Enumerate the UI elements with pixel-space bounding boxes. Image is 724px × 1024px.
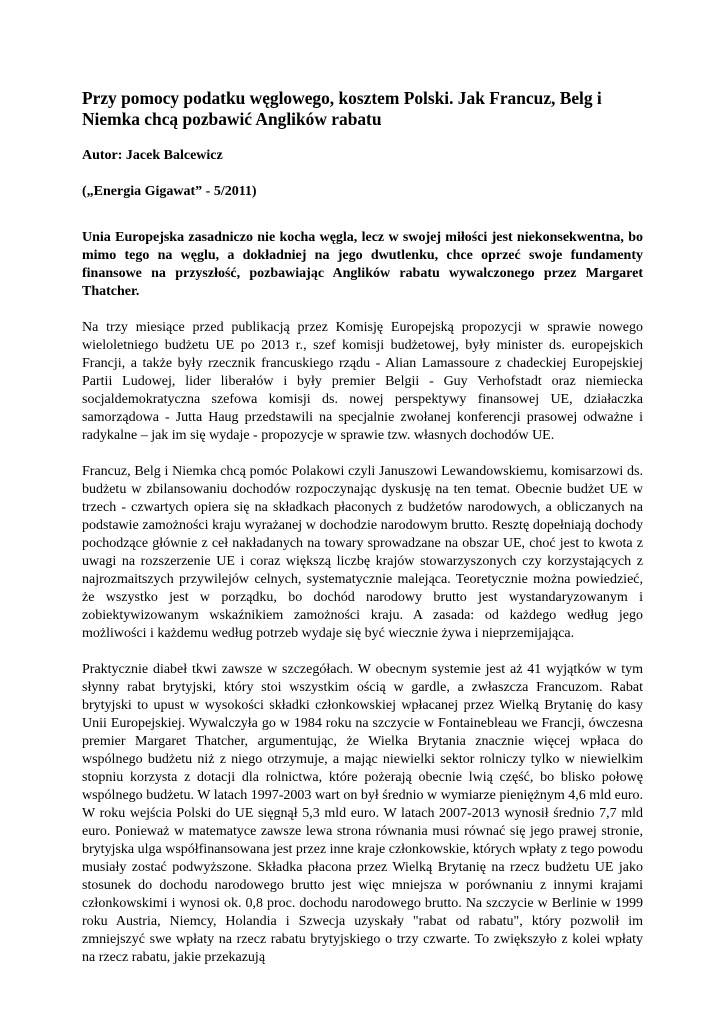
body-paragraph-1: Na trzy miesiące przed publikacją przez Komisję Europejską propozycji w sprawie nowego wieloletniego budżetu UE po 2013 r., szef komisji budżetowej, były minister ds. europejskich Francji, a także były rzecznik francuskiego rządu - Alian Lamassoure z chadeckiej Europejskiej Partii Ludowej, lider liberałów i były premier Belgii - Guy Verhofstadt oraz niemiecka socjaldemokratyczna szefowa komisji ds. nowej perspektywy finansowej UE, działaczka samorządowa - Jutta Haug przedstawili na specjalnie zwołanej konferencji prasowej odważne i radykalne – jak im się wydaje - propozycje w sprawie tzw. własnych dochodów UE. [82,320,643,443]
lead-paragraph: Unia Europejska zasadniczo nie kocha węgla, lecz w swojej miłości jest niekonsekwentna, bo mimo tego na węglu, a dokładniej na jego dwutlenku, chce oprzeć swoje fundamenty finansowe na przyszłość, pozbawiając Anglików rabatu wywalczonego przez Margaret Thatcher. [82,230,643,299]
author-line: Autor: Jacek Balcewicz [82,148,223,163]
body-paragraph-2: Francuz, Belg i Niemka chcą pomóc Polakowi czyli Januszowi Lewandowskiemu, komisarzowi ds. budżetu w zbilansowaniu dochodów rozpoczynając dyskusję na ten temat. Obecnie budżet UE w trzech - czwartych opiera się na składkach płaconych z budżetów narodowych, a obliczanych na podstawie zamożności kraju wyrażanej w dochodzie narodowym brutto. Resztę dopełniają dochody pochodzące głównie z ceł nakładanych na towary sprowadzane na obszar UE, choć jest to kwota z uwagi na rozszerzenie UE i coraz większą liczbę krajów stowarzyszonych czy korzystających z najrozmaitszych przywilejów celnych, systematycznie malejąca. Teoretycznie można powiedzieć, że wszystko jest w porządku, bo dochód narodowy brutto jest wystandaryzowanym i zobiektywizowanym wskaźnikiem zamożności kraju. A zasada: od każdego według jego możliwości i każdemu według potrzeb wydaje się być wiecznie żywa i nieprzemijająca. [82,464,643,641]
article-title: Przy pomocy podatku węglowego, kosztem Polski. Jak Francuz, Belg i Niemka chcą pozbawić Anglików rabatu [82,88,602,129]
source-line: („Energia Gigawat” - 5/2011) [82,184,257,199]
body-paragraph-3: Praktycznie diabeł tkwi zawsze w szczegółach. W obecnym systemie jest aż 41 wyjątków w tym słynny rabat brytyjski, który stoi wszystkim ością w gardle, a zwłaszcza Francuzom. Rabat brytyjski to upust w wysokości składki członkowskiej wpłacanej przez Wielką Brytanię do kasy Unii Europejskiej. Wywalczyła go w 1984 roku na szczycie w Fontainebleau we Francji, ówczesna premier Margaret Thatcher, argumentując, że Wielka Brytania znacznie więcej wpłaca do wspólnego budżetu niż z niego otrzymuje, a mając niewielki sektor rolniczy tylko w niewielkim stopniu korzysta z dotacji dla rolnictwa, które pożerają obecnie lwią część, bo blisko połowę wspólnego budżetu. W latach 1997-2003 wart on był średnio w wymiarze pieniężnym 4,6 mld euro. W roku wejścia Polski do UE sięgnął 5,3 mld euro. W latach 2007-2013 wynosił średnio 7,7 mld euro. Ponieważ w matematyce zawsze lewa strona równania musi równać się jego prawej stronie, brytyjska ulga współfinansowana jest przez inne kraje członkowskie, których wpłaty z tego powodu musiały zostać podwyższone. Składka płacona przez Wielką Brytanię na rzecz budżetu UE jako stosunek do dochodu narodowego brutto jest więc mniejsza w porównaniu z innymi krajami członkowskimi i wynosi ok. 0,8 proc. dochodu narodowego brutto. Na szczycie w Berlinie w 1999 roku Austria, Niemcy, Holandia i Szwecja uzyskały "rabat od rabatu", który pozwolił im zmniejszyć swe wpłaty na rzecz rabatu brytyjskiego o trzy czwarte. To zwiększyło z kolei wpłaty na rzecz rabatu, jakie przekazują [82,662,644,965]
